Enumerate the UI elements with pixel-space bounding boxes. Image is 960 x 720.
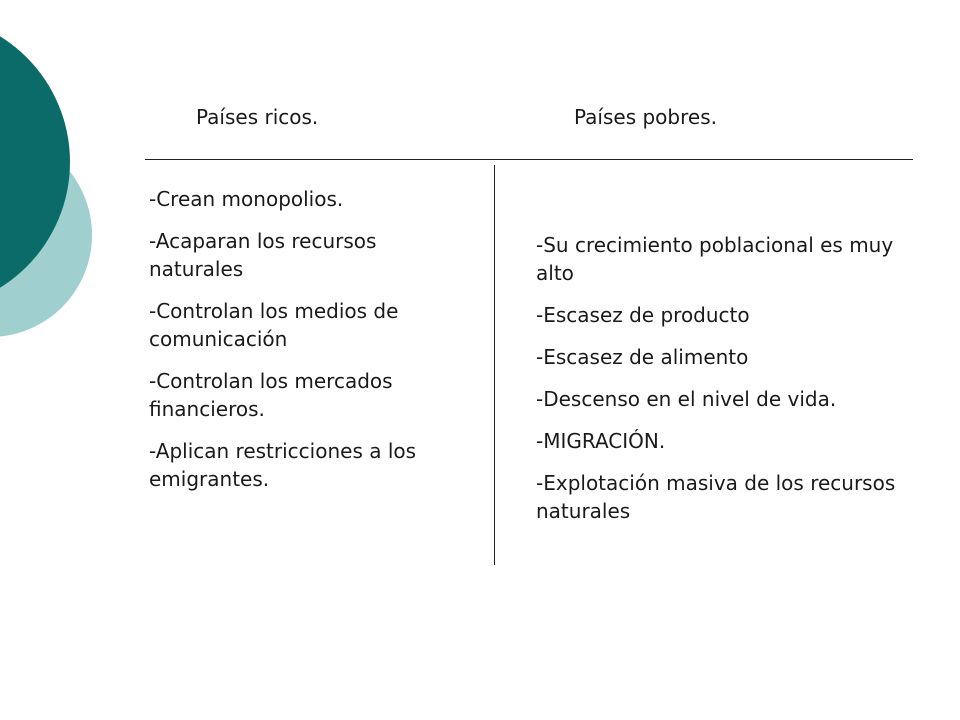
list-item: -Escasez de producto	[536, 303, 750, 327]
decorative-circles	[0, 0, 120, 400]
list-item: -Explotación masiva de los recursos naturales	[536, 471, 896, 523]
list-paises-pobres	[536, 231, 916, 539]
list-item: -Controlan los medios de comunicación	[149, 299, 399, 351]
heading-paises-ricos: Países ricos.	[196, 105, 319, 129]
list-item: -Su crecimiento poblacional es muy alto	[536, 233, 894, 285]
list-item: -Descenso en el nivel de vida.	[536, 387, 837, 411]
list-item: -Controlan los mercados financieros.	[149, 369, 393, 421]
list-item: -Crean monopolios.	[149, 187, 344, 211]
list-item: -Aplican restricciones a los emigrantes.	[149, 439, 417, 491]
heading-paises-pobres: Países pobres.	[574, 105, 717, 129]
list-paises-ricos	[149, 185, 469, 507]
list-item: -MIGRACIÓN.	[536, 429, 666, 453]
list-item: -Acaparan los recursos naturales	[149, 229, 377, 281]
horizontal-divider	[145, 159, 913, 160]
vertical-divider	[494, 165, 495, 565]
list-item: -Escasez de alimento	[536, 345, 749, 369]
